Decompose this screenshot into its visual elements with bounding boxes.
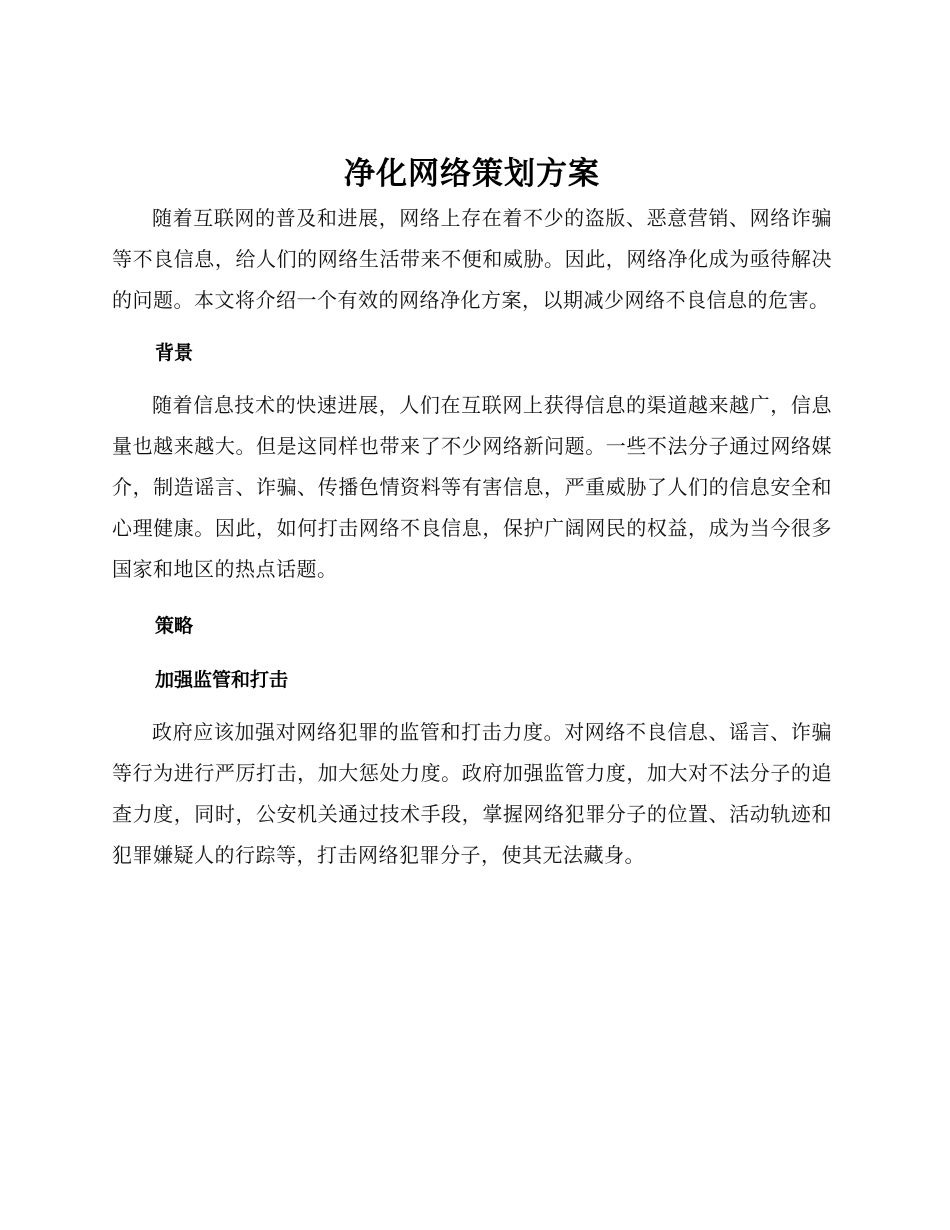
section-heading-supervision: 加强监管和打击	[155, 669, 289, 691]
spacer	[112, 367, 832, 385]
spacer	[112, 590, 832, 612]
document-page	[112, 150, 832, 876]
spacer	[112, 321, 832, 339]
spacer	[112, 694, 832, 712]
supervision-paragraph: 政府应该加强对网络犯罪的监管和打击力度。对网络不良信息、谣言、诈骗等行为进行严厉打击，加大惩处力度。政府加强监管力度，加大对不法分子的追查力度，同时，公安机关通过技术手段，掌握网络犯罪分子的位置、活动轨迹和犯罪嫌疑人的行踪等，打击网络犯罪分子，使其无法藏身。	[112, 720, 832, 867]
document-title: 净化网络策划方案	[344, 156, 600, 192]
section-heading-background: 背景	[155, 342, 194, 364]
section-heading-strategy: 策略	[155, 615, 194, 637]
spacer	[112, 640, 832, 666]
background-paragraph: 随着信息技术的快速进展，人们在互联网上获得信息的渠道越来越广，信息量也越来越大。但是这同样也带来了不少网络新问题。一些不法分子通过网络媒介，制造谣言、诈骗、传播色情资料等有害信息，严重威胁了人们的信息安全和心理健康。因此，如何打击网络不良信息，保护广阔网民的权益，成为当今很多国家和地区的热点话题。	[112, 393, 832, 581]
intro-paragraph: 随着互联网的普及和进展，网络上存在着不少的盗版、恶意营销、网络诈骗等不良信息，给人们的网络生活带来不便和威胁。因此，网络净化成为亟待解决的问题。本文将介绍一个有效的网络净化方案，以期减少网络不良信息的危害。	[112, 206, 832, 312]
